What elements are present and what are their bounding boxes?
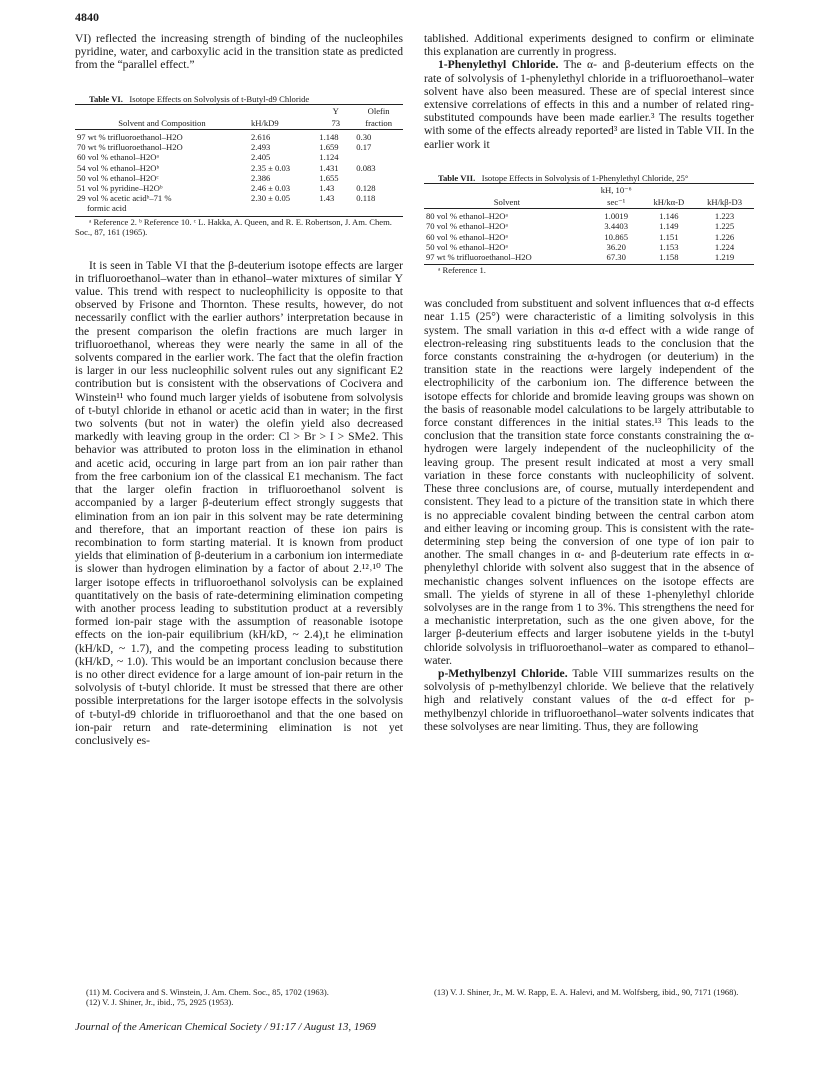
- main-paragraph: It is seen in Table VI that the β-deuterium isotope effects are larger in trifluoroethanol–water than in ethanol–water mixtures of similar Y value. This trend with respect to nucleophilicity is opposite to that observed by Frisone and Thornton. These results, however, do not necessarily conflict with the earlier authors’ interpretation because in the present comparison the olefin fractions are much larger in trifluoroethanol, whereas they were nearly the same in all of the solvents compared in the earlier work. The fact that the olefin fraction is larger in our less nucleophilic solvent rules out any significant E2 contribution but is consistent with the observations of Cocivera and Winstein¹¹ who found much larger yields of isobutene from solvolysis of t-butyl chloride in ethanol or acetic acid than in water; in the first two solvents (but not in water) the olefin yield also decreased markedly with leaving group in the order: Cl > Br > I > SMe2. This behavior was attributed to proton loss in the elimination in ethanol and acetic acid, occuring in large part from an ion pair rather than from the free carbonium ion of the classical E1 mechanism. The fact that the larger olefin fraction in trifluoroethanol solvent is accompanied by a larger β-deuterium effect strongly suggests that elimination from an ion pair in this solvent may be rate determining and therefore, that an important reaction of these ion pairs is recombination to form starting material. It is known from product yields that elimination of β-deuterium in a carbonium ion intermediate is slower than hydrogen elimination by a factor of about 2.¹²˒¹⁰ The larger isotope effects in trifluoroethanol solvolysis can be explained quantitatively on the basis of rate-determining elimination competing with another process leading to substitution product at a reversibly formed ion-pair stage with the assumption of reasonable isotope effects on the ion-pair equilibrium (kH/kD, ~ 2.4),t he elimination (kH/kD, ~ 1.7), and the competing process leading to substitution (kH/kD, ~ 1.0). This would be an important conclusion because there is no other direct evidence for a large amount of ion-pair return in the solvolysis of t-butyl chloride. It must be stressed that there are other possible interpretations for the larger isotope effects in the solvolysis of t-butyl-d9 chloride in trifluoroethanol and that the one based on ion-pair return and rate-determining elimination is not yet conclusively es-: [75, 258, 403, 747]
- table-row: [75, 152, 403, 162]
- section-heading-methylbenzyl: p-Methylbenzyl Chloride.: [438, 666, 568, 680]
- table-row: [75, 193, 403, 203]
- cell-solvent: 50 vol % ethanol–H2Oᶜ: [77, 172, 159, 183]
- cell-olefin: 0.30: [356, 132, 372, 143]
- table-vi-header-kratio: kH/kD9: [249, 104, 317, 129]
- cell-solvent: 60 vol % ethanol–H2Oᵃ: [426, 231, 508, 242]
- table-vi-header-y: Y: [317, 104, 354, 117]
- cell-y: 1.659: [319, 142, 339, 153]
- cell-solvent: 51 vol % pyridine–H2Oᵇ: [77, 183, 163, 194]
- cell-y: 1.655: [319, 172, 339, 183]
- cell-solvent: 29 vol % acetic acidᵇ–71 %: [77, 193, 172, 204]
- cell-k: 1.0019: [604, 211, 629, 222]
- cell-olefin: [354, 203, 403, 216]
- cell-kratio: 2.35 ± 0.03: [250, 162, 291, 173]
- table-vii: [424, 173, 754, 275]
- table-row: [424, 242, 754, 252]
- body-paragraph-2: was concluded from substituent and solvent influences that α-d effects near 1.15 (25°) were characteristic of a limiting solvolysis in this system. The small variation in this α-d effect with a wide range of electron-releasing ring substituents leads to the conclusion that the force constants constraining the α-hydrogen (or deuterium) in the transition state in the reactions were largely independent of the electrophilicity of the carbonium ion. The difference between the isotope effects for chloride and bromide leaving groups was shown on the basis of reasonable model calculations to be largely attributable to force constant differences in the initial states.¹³ This leads to the conclusion that the transition state force constants constraining the α-hydrogen were largely independent of the nucleophilicity of the leaving group. The present result indicated at most a very small variation in these force constants with nucleophilicity of solvent. These three conclusions are, of course, mutually interdependent and consistent. They lead to a picture of the transition state in which there is no appreciable covalent binding between the central carbon atom and either leaving or incoming group. This is consistent with the rate-determining step being the conversion of one type of ion pair to another. The small changes in α- and β-deuterium rate effects in α-phenylethyl chloride with solvent also suggest that in the absence of mechanistic changes solvent influences on the isotope effects are small. The yields of styrene in all of these 1-phenylethyl chloride solvolyses are in the range from 1 to 3%. This strengthens the need for a mechanistic interpretation, such as the one given above, for the larger β-deuterium effects and larger isobutene yields in the t-butyl chloride solvolysis in trifluoroethanol–water as compared to ethanol–water.: [424, 297, 754, 667]
- table-vii-header-k: kH, 10⁻⁶: [590, 183, 643, 196]
- cell-olefin: [354, 152, 403, 162]
- cell-solvent: 54 vol % ethanol–H2Oᵇ: [77, 162, 160, 173]
- section-heading-phenylethyl: 1-Phenylethyl Chloride.: [438, 58, 559, 72]
- cell-olefin: [354, 173, 403, 183]
- cell-olefin: 0.17: [356, 142, 372, 153]
- table-vii-grid: [424, 183, 754, 265]
- cell-kratio: 2.30 ± 0.05: [250, 193, 291, 204]
- cell-alpha: 1.158: [643, 252, 696, 265]
- cell-solvent: 97 wt % trifluoroethanol–H2O: [424, 252, 590, 265]
- table-vi-footnote: ᵃ Reference 2. ᵇ Reference 10. ᶜ L. Hakka, A. Queen, and R. E. Robertson, J. Am. Chem. Soc., 87, 161 (1965).: [75, 216, 392, 237]
- table-vii-title: Isotope Effects in Solvolysis of 1-Phenylethyl Chloride, 25°: [481, 172, 689, 183]
- continuation-paragraph: tablished. Additional experiments designed to confirm or eliminate this explanation are currently in progress.: [424, 32, 754, 59]
- table-row: [75, 203, 403, 216]
- section-methylbenzyl: [424, 667, 754, 733]
- cell-kratio: 2.386: [250, 172, 271, 183]
- cell-olefin: 0.083: [356, 162, 376, 173]
- table-row: [424, 209, 754, 222]
- cell-beta: 1.225: [714, 221, 735, 232]
- cell-alpha: 1.151: [659, 231, 679, 242]
- cell-k: 10.865: [604, 231, 629, 242]
- left-column: [75, 32, 403, 747]
- section-text-methylbenzyl: Table VIII summarizes results on the solvolysis of p-methylbenzyl chloride. We believe that the relatively high and relatively constant values of the α-d effect for p-methylbenzyl chloride in trifluoroethanol–water solvents indicates that these solvolyses are near limiting. Thus, they are following: [424, 666, 754, 733]
- cell-solvent: 70 wt % trifluoroethanol–H2O: [77, 142, 183, 153]
- cell-alpha: 1.153: [659, 241, 679, 252]
- table-vii-header-beta: kH/kβ-D3: [695, 183, 754, 208]
- footnote-12: (12) V. J. Shiner, Jr., ibid., 75, 2925 (1953).: [86, 997, 234, 1007]
- cell-beta: 1.223: [714, 211, 735, 222]
- cell-kratio: 2.493: [250, 142, 271, 153]
- table-vii-label: Table VII.: [438, 172, 476, 183]
- footnotes-left: [86, 987, 406, 1007]
- section-phenylethyl: [424, 58, 754, 150]
- footnote-11: (11) M. Cocivera and S. Winstein, J. Am. Chem. Soc., 85, 1702 (1963).: [86, 987, 329, 997]
- right-column: [424, 32, 754, 733]
- cell-k: 36.20: [606, 241, 626, 252]
- cell-k: 3.4403: [604, 221, 629, 232]
- footnote-13: (13) V. J. Shiner, Jr., M. W. Rapp, E. A. Halevi, and M. Wolfsberg, ibid., 90, 7171 (1968).: [434, 987, 739, 997]
- footnotes-right: [434, 987, 764, 997]
- table-vi-header-olefin: Olefin: [354, 104, 403, 117]
- cell-kratio: 2.405: [250, 152, 271, 163]
- table-row: [424, 252, 754, 265]
- table-row: [424, 232, 754, 242]
- cell-olefin: 0.128: [356, 183, 376, 194]
- page-number: 4840: [75, 10, 99, 24]
- cell-solvent: 50 vol % ethanol–H2Oᵃ: [426, 241, 508, 252]
- table-vi-caption: [75, 94, 403, 104]
- cell-y: [317, 203, 354, 216]
- table-row: [424, 221, 754, 231]
- cell-olefin: 0.118: [356, 193, 376, 204]
- table-vii-footnote: ᵃ Reference 1.: [438, 265, 486, 276]
- cell-beta: 1.226: [714, 231, 735, 242]
- section-text-phenylethyl: The α- and β-deuterium effects on the rate of solvolysis of 1-phenylethyl chloride in a trifluoroethanol–water solvent have also been measured. These are of special interest since extensive correlations of effects in this and a number of related ring-substituted compounds have been made earlier.³ The results together with some of the effects already reported³ are listed in Table VII. In the earlier work it: [424, 58, 754, 151]
- table-vi-header-solvent: Solvent and Composition: [75, 104, 249, 129]
- cell-y: 1.43: [319, 193, 335, 204]
- cell-kratio: 2.46 ± 0.03: [250, 183, 291, 194]
- table-vi-label: Table VI.: [89, 93, 123, 104]
- cell-y: 1.148: [319, 132, 339, 143]
- intro-paragraph: VI) reflected the increasing strength of binding of the nucleophiles pyridine, water, and carboxylic acid in the transition state as predicted from the “parallel effect.”: [75, 32, 403, 72]
- cell-alpha: 1.146: [659, 211, 679, 222]
- journal-footer: Journal of the American Chemical Society / 91:17 / August 13, 1969: [75, 1021, 376, 1033]
- table-vi-title: Isotope Effects on Solvolysis of t-Butyl-d9 Chloride: [129, 93, 310, 104]
- cell-y: 1.43: [319, 183, 335, 194]
- cell-solvent: 97 wt % trifluoroethanol–H2O: [77, 132, 183, 143]
- table-vii-header-alpha: kH/kα-D: [643, 183, 696, 208]
- table-row: [75, 173, 403, 183]
- cell-y: 1.124: [319, 152, 339, 163]
- table-vi: [75, 94, 403, 237]
- cell-beta: 1.224: [714, 241, 735, 252]
- table-row: [75, 163, 403, 173]
- table-vi-grid: [75, 104, 403, 217]
- cell-alpha: 1.149: [659, 221, 679, 232]
- table-row: [75, 142, 403, 152]
- cell-y: 1.431: [319, 162, 339, 173]
- cell-solvent: 70 vol % ethanol–H2Oᵃ: [426, 221, 508, 232]
- table-vi-header-olefin-sub: fraction: [354, 117, 403, 130]
- table-vii-header-solvent: Solvent: [424, 183, 590, 208]
- cell-solvent: 60 vol % ethanol–H2Oᵃ: [77, 152, 159, 163]
- table-vii-caption: [424, 173, 754, 183]
- cell-kratio: 2.616: [250, 132, 271, 143]
- table-vi-header-y-sub: 73: [317, 117, 354, 130]
- cell-solvent: formic acid: [75, 203, 249, 216]
- cell-kratio: [249, 203, 317, 216]
- table-row: [75, 130, 403, 143]
- table-row: [75, 183, 403, 193]
- cell-k: 67.30: [590, 252, 643, 265]
- table-vii-header-k-sub: sec⁻¹: [590, 196, 643, 209]
- cell-beta: 1.219: [695, 252, 754, 265]
- cell-solvent: 80 vol % ethanol–H2Oᵃ: [426, 211, 508, 222]
